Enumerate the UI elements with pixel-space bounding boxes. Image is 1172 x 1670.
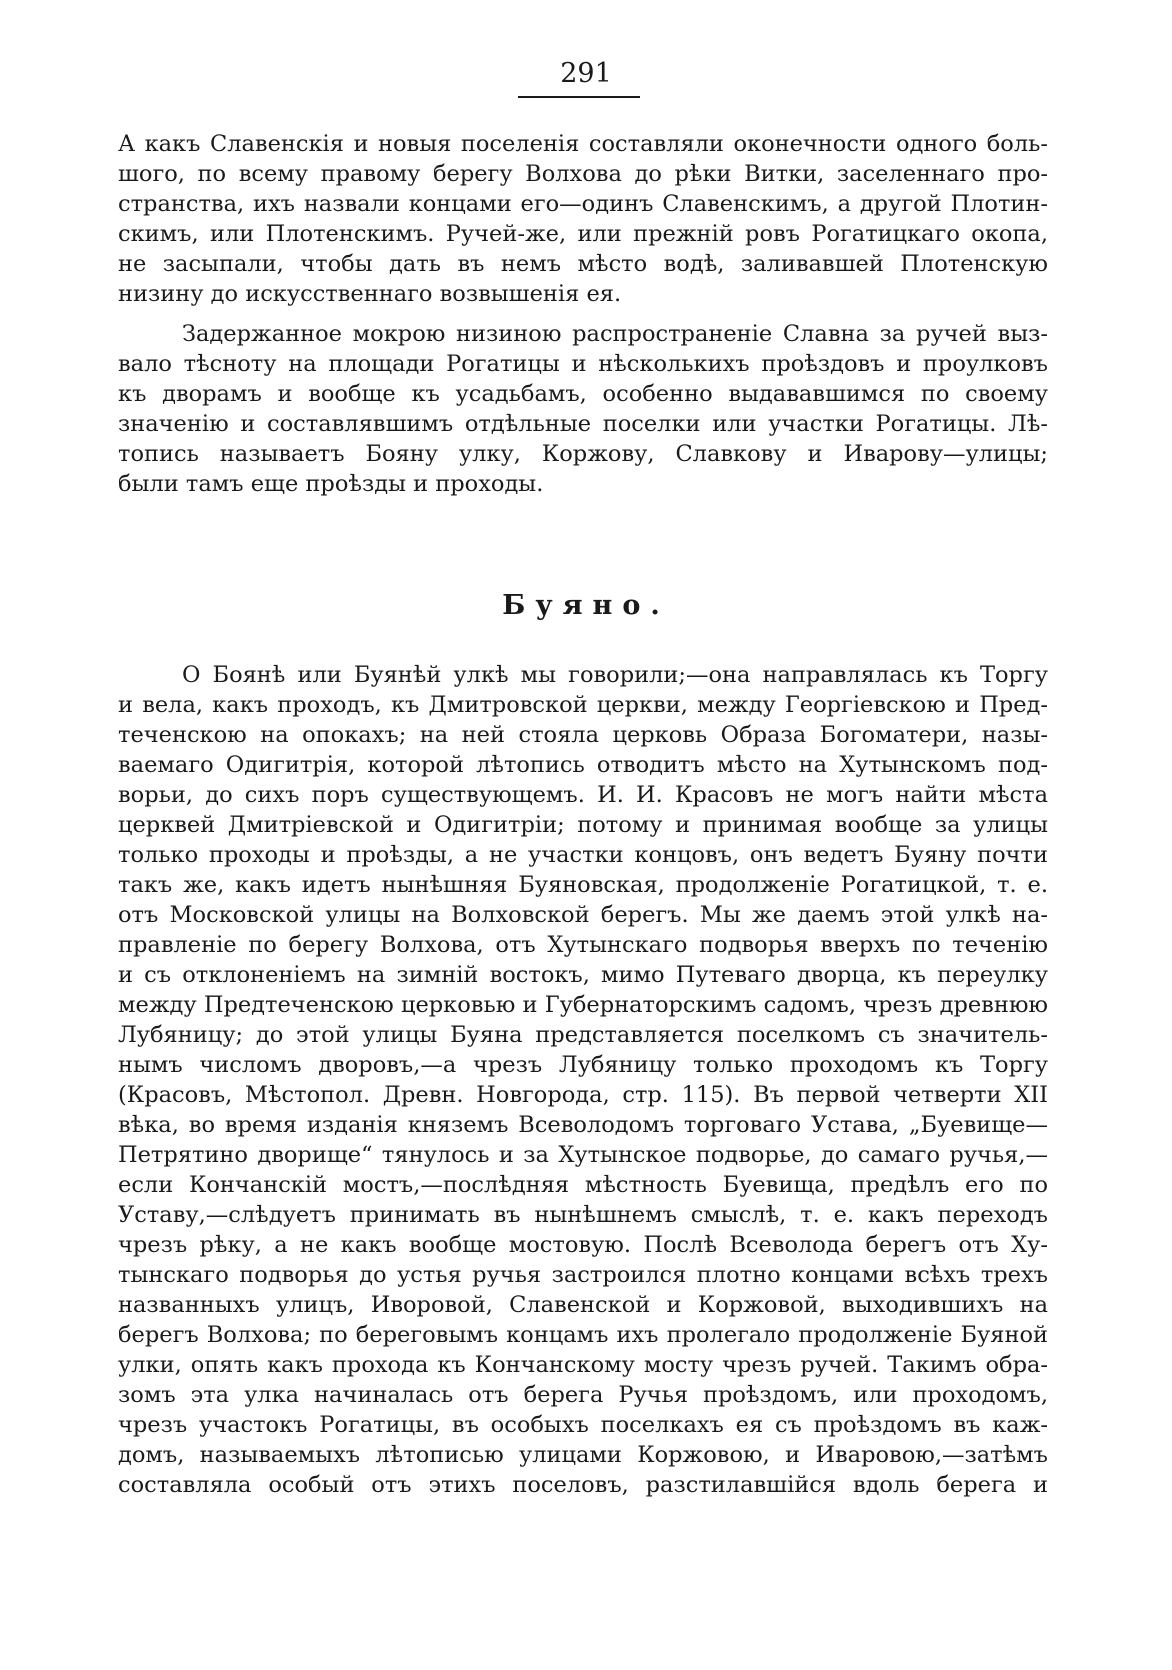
- paragraph-1: [118, 129, 1048, 309]
- paragraph-3: [118, 660, 1048, 1500]
- section-title: Буяно.: [502, 590, 670, 621]
- text-line: шого, по всему правому берегу Волхова до рѣки Витки, заселеннаго про-: [118, 161, 1048, 187]
- text-line: берегъ Волхова; по береговымъ концамъ ихъ пролегало продолженіе Буяной: [118, 1322, 1048, 1348]
- text-line: только проходы и проѣзды, а не участки концовъ, онъ ведетъ Буяну почти: [118, 842, 1048, 868]
- text-line: такъ же, какъ идетъ нынѣшняя Буяновская, продолженіе Рогатицкой, т. е.: [118, 872, 1048, 898]
- text-line: не засыпали, чтобы дать въ немъ мѣсто водѣ, заливавшей Плотенскую: [118, 251, 1048, 277]
- text-line: Лубяницу; до этой улицы Буяна представляется поселкомъ съ значитель-: [118, 1022, 1048, 1048]
- text-line: нымъ числомъ дворовъ,—а чрезъ Лубяницу только проходомъ къ Торгу: [118, 1052, 1048, 1078]
- text-line: теченскою на опокахъ; на ней стояла церковь Образа Богоматери, назы-: [118, 722, 1048, 748]
- text-line: странства, ихъ назвали концами его—одинъ Славенскимъ, а другой Плотин-: [118, 191, 1048, 217]
- text-line: тынскаго подворья до устья ручья застроился плотно концами всѣхъ трехъ: [118, 1262, 1048, 1288]
- text-line: (Красовъ, Мѣстопол. Древн. Новгорода, стр. 115). Въ первой четверти XII: [118, 1082, 1048, 1108]
- text-line: и съ отклоненіемъ на зимній востокъ, мимо Путеваго дворца, къ переулку: [118, 962, 1048, 988]
- text-line: вѣка, во время изданія княземъ Всеволодомъ торговаго Устава, „Буевище—: [118, 1112, 1048, 1138]
- text-line: если Кончанскій мостъ,—послѣдняя мѣстность Буевища, предѣлъ его по: [118, 1172, 1048, 1198]
- text-line: чрезъ рѣку, а не какъ вообще мостовую. Послѣ Всеволода берегъ отъ Ху-: [118, 1232, 1048, 1258]
- text-line: и вела, какъ проходъ, къ Дмитровской церкви, между Георгіевскою и Пред-: [118, 692, 1048, 718]
- text-line: названныхъ улицъ, Иворовой, Славенской и Коржовой, выходившихъ на: [118, 1292, 1048, 1318]
- text-line: были тамъ еще проѣзды и проходы.: [118, 471, 544, 497]
- text-line: домъ, называемыхъ лѣтописью улицами Коржовою, и Иваровою,—затѣмъ: [118, 1442, 1048, 1468]
- page-number-rule: [518, 96, 640, 98]
- text-line: улки, опять какъ прохода къ Кончанскому мосту чрезъ ручей. Такимъ обра-: [118, 1352, 1048, 1378]
- text-line: зомъ эта улка начиналась отъ берега Ручья проѣздомъ, или проходомъ,: [118, 1382, 1048, 1408]
- text-line: Задержанное мокрою низиною распространеніе Славна за ручей выз-: [182, 321, 1048, 347]
- text-line: отъ Московской улицы на Волховской берегъ. Мы же даемъ этой улкѣ на-: [118, 902, 1048, 928]
- text-line: чрезъ участокъ Рогатицы, въ особыхъ поселкахъ ея съ проѣздомъ въ каж-: [118, 1412, 1048, 1438]
- text-line: вало тѣсноту на площади Рогатицы и нѣсколькихъ проѣздовъ и проулковъ: [118, 351, 1048, 377]
- text-line: Петрятино дворище“ тянулось и за Хутынское подворье, до самаго ручья,—: [118, 1142, 1048, 1168]
- text-line: ворьи, до сихъ поръ существующемъ. И. И. Красовъ не могъ найти мѣста: [118, 782, 1048, 808]
- text-line: къ дворамъ и вообще къ усадьбамъ, особенно выдававшимся по своему: [118, 381, 1048, 407]
- text-line: Уставу,—слѣдуетъ принимать въ нынѣшнемъ смыслѣ, т. е. какъ переходъ: [118, 1202, 1048, 1228]
- text-line: церквей Дмитріевской и Одигитріи; потому и принимая вообще за улицы: [118, 812, 1048, 838]
- text-line: составляла особый отъ этихъ поселовъ, разстилавшійся вдоль берега и: [118, 1472, 1048, 1498]
- text-line: значенію и составлявшимъ отдѣльные поселки или участки Рогатицы. Лѣ-: [118, 411, 1048, 437]
- text-line: между Предтеченскою церковью и Губернаторскимъ садомъ, чрезъ древнюю: [118, 992, 1048, 1018]
- text-line: скимъ, или Плотенскимъ. Ручей-же, или прежній ровъ Рогатицкаго окопа,: [118, 221, 1048, 247]
- text-line: А какъ Славенскія и новыя поселенія составляли оконечности одного боль-: [118, 131, 1048, 157]
- text-line: низину до искусственнаго возвышенія ея.: [118, 281, 622, 307]
- text-line: топись называетъ Бояну улку, Коржову, Славкову и Иварову—улицы;: [118, 441, 1048, 467]
- page-number: 291: [560, 58, 612, 89]
- paragraph-2: [118, 319, 1048, 499]
- text-line: ваемаго Одигитрія, которой лѣтопись отводитъ мѣсто на Хутынскомъ под-: [118, 752, 1048, 778]
- text-line: правленіе по берегу Волхова, отъ Хутынскаго подворья вверхъ по теченію: [118, 932, 1048, 958]
- text-line: О Боянѣ или Буянѣй улкѣ мы говорили;—она направлялась къ Торгу: [182, 662, 1048, 688]
